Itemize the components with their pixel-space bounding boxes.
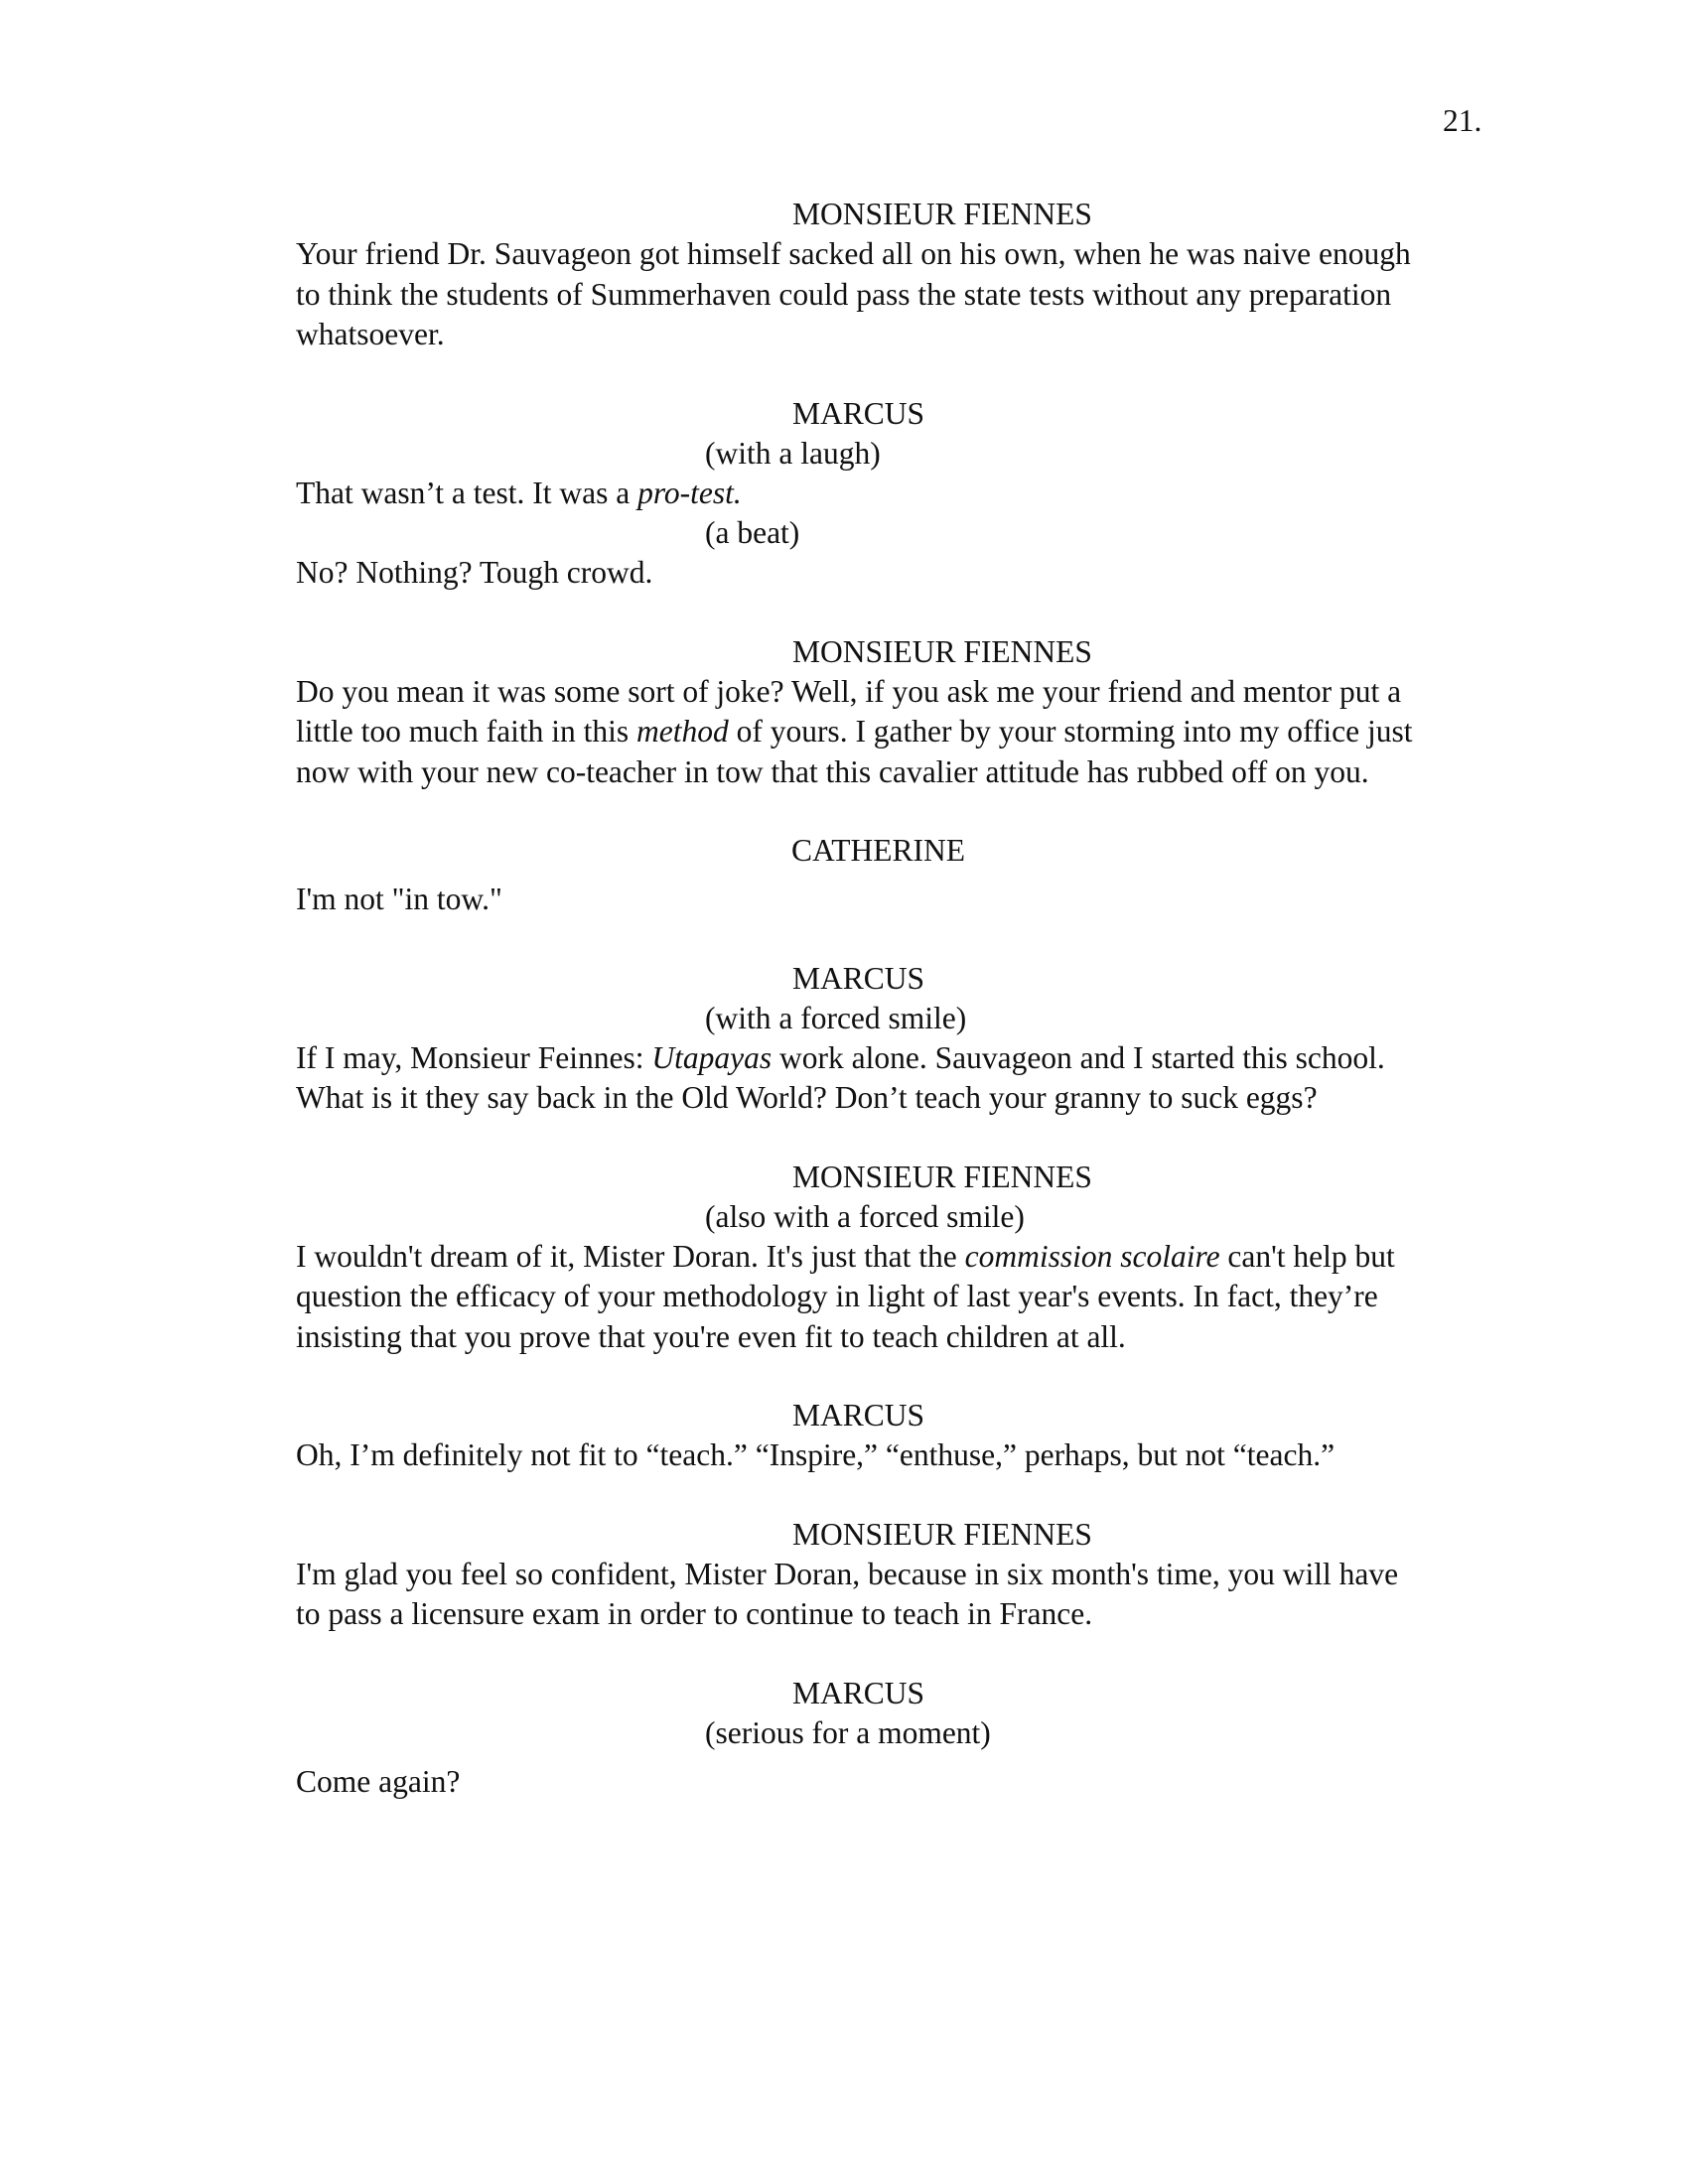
dialogue-line: I'm not "in tow." [296, 882, 502, 916]
character-name: MONSIEUR FIENNES [792, 1516, 1092, 1552]
dialogue-line [296, 712, 1487, 752]
dialogue-line: question the efficacy of your methodology in light of last year's events. In fact, they’re [296, 1279, 1378, 1313]
page-number: 21. [1443, 103, 1482, 138]
dialogue-emphasis: method [635, 714, 729, 749]
dialogue-block [296, 831, 1487, 920]
dialogue-emphasis: Utapayas [651, 1039, 773, 1075]
parenthetical: (a beat) [705, 515, 800, 550]
dialogue-block [296, 1674, 1487, 1803]
dialogue-line [296, 1038, 1487, 1079]
script-body [296, 195, 1487, 1841]
dialogue-text: That wasn’t a test. It was a [296, 475, 638, 510]
dialogue-block [296, 959, 1487, 1119]
dialogue-block [296, 394, 1487, 594]
dialogue-line: Do you mean it was some sort of joke? Well, if you ask me your friend and mentor put a [296, 673, 1402, 709]
dialogue-emphasis: commission scolaire [964, 1238, 1220, 1274]
dialogue-text: I wouldn't dream of it, Mister Doran. It's just that the [296, 1238, 965, 1274]
parenthetical: (with a forced smile) [705, 1000, 967, 1035]
dialogue-text: work alone. Sauvageon and I started this school. [772, 1039, 1385, 1075]
dialogue-line: No? Nothing? Tough crowd. [296, 555, 653, 590]
character-name: MARCUS [792, 1398, 925, 1433]
dialogue-line: to think the students of Summerhaven could pass the state tests without any preparation [296, 276, 1392, 312]
character-name: MONSIEUR FIENNES [792, 1159, 1092, 1194]
parenthetical: (with a laugh) [705, 435, 881, 471]
character-name: MARCUS [792, 1675, 925, 1710]
dialogue-line: now with your new co-teacher in tow that this cavalier attitude has rubbed off on you. [296, 753, 1369, 789]
dialogue-block [296, 1515, 1487, 1635]
character-name: MONSIEUR FIENNES [792, 633, 1092, 669]
dialogue-line: Your friend Dr. Sauvageon got himself sacked all on his own, when he was naive enough [296, 236, 1411, 271]
dialogue-line: Come again? [296, 1763, 461, 1799]
dialogue-line: whatsoever. [296, 317, 445, 351]
dialogue-block [296, 1158, 1487, 1358]
parenthetical: (also with a forced smile) [705, 1198, 1025, 1234]
dialogue-line [296, 1237, 1487, 1278]
dialogue-text: If I may, Monsieur Feinnes: [296, 1039, 652, 1075]
character-name: MONSIEUR FIENNES [792, 197, 1092, 231]
dialogue-line: What is it they say back in the Old World? Don’t teach your granny to suck eggs? [296, 1080, 1318, 1115]
dialogue-text: of yours. I gather by your storming into my office just [728, 714, 1413, 749]
character-name: MARCUS [792, 960, 925, 996]
dialogue-line: to pass a licensure exam in order to continue to teach in France. [296, 1596, 1093, 1631]
dialogue-text: little too much faith in this [296, 714, 636, 749]
dialogue-block [296, 632, 1487, 793]
dialogue-line: Oh, I’m definitely not fit to “teach.” “Inspire,” “enthuse,” perhaps, but not “teach.” [296, 1437, 1336, 1472]
dialogue-emphasis: pro-test. [637, 475, 742, 510]
dialogue-line: I'm glad you feel so confident, Mister Doran, because in six month's time, you will have [296, 1556, 1399, 1591]
parenthetical: (serious for a moment) [705, 1714, 991, 1750]
dialogue-block [296, 195, 1487, 355]
dialogue-line [296, 474, 1487, 514]
character-name: MARCUS [792, 395, 925, 431]
dialogue-line: insisting that you prove that you're even fit to teach children at all. [296, 1318, 1126, 1354]
dialogue-block [296, 1396, 1487, 1476]
character-name: CATHERINE [791, 833, 965, 868]
dialogue-text: can't help but [1219, 1238, 1395, 1274]
